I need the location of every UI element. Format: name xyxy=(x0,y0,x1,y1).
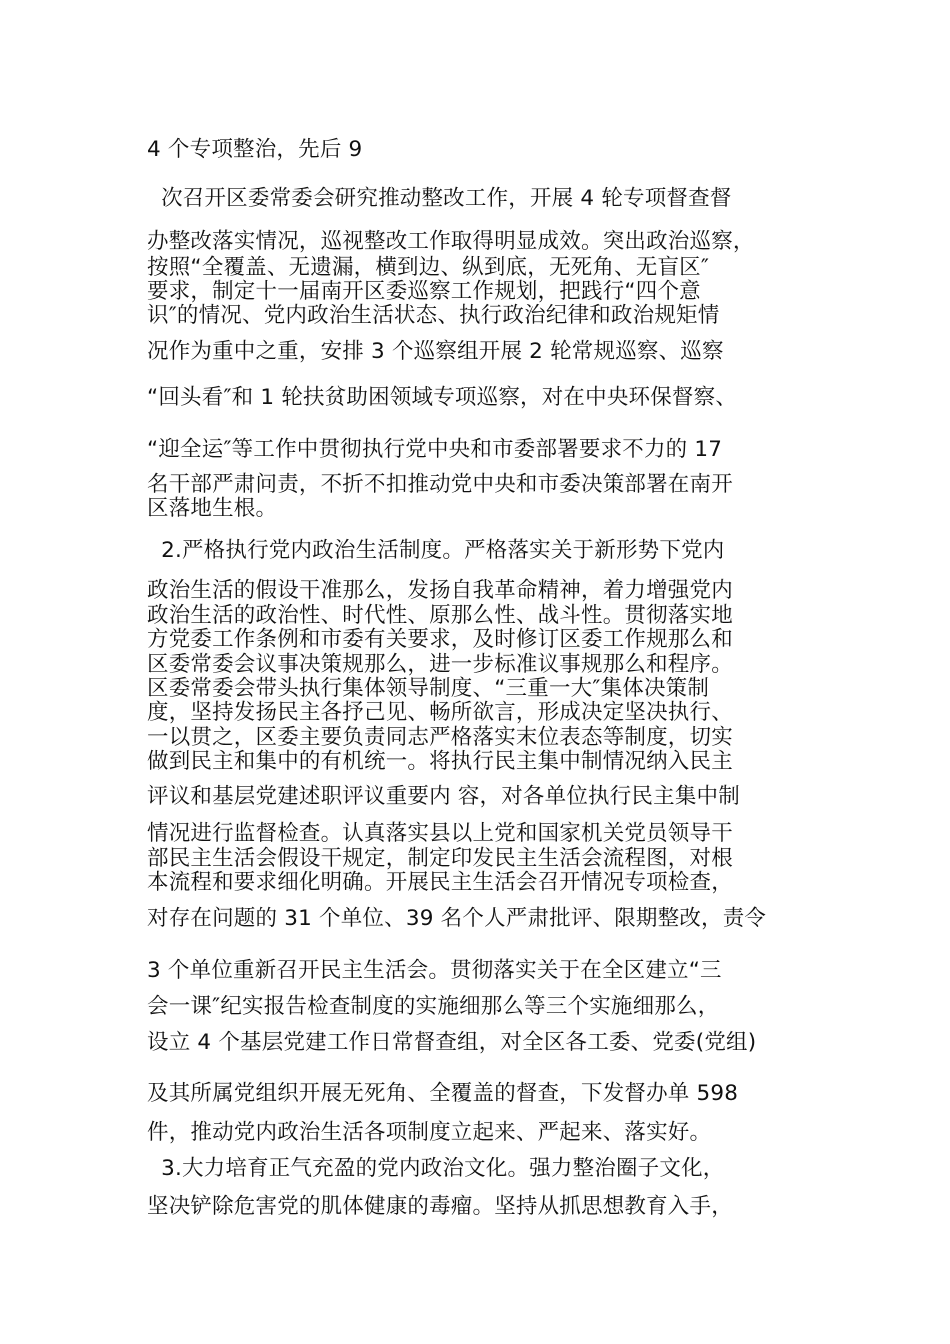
text-line: 按照“全覆盖、无遗漏，横到边、纵到底，无死角、无盲区″ xyxy=(147,255,710,280)
text-line: 情况进行监督检查。认真落实县以上党和国家机关党员领导干 xyxy=(147,821,733,846)
text-line: 识″的情况、党内政治生活状态、执行政治纪律和政治规矩情 xyxy=(147,303,720,328)
text-line: 件，推动党内政治生活各项制度立起来、严起来、落实好。 xyxy=(147,1120,712,1145)
text-line: 一以贯之，区委主要负责同志严格落实末位表态等制度，切实 xyxy=(147,725,733,750)
text-line: 评议和基层党建述职评议重要内 容，对各单位执行民主集中制 xyxy=(147,784,740,809)
text-line: 设立 4 个基层党建工作日常督查组，对全区各工委、党委(党组) xyxy=(147,1030,757,1055)
text-line: 要求，制定十一届南开区委巡察工作规划，把践行“四个意 xyxy=(147,279,701,304)
text-line: “迎全运″等工作中贯彻执行党中央和市委部署要求不力的 17 xyxy=(147,437,723,462)
text-line: 本流程和要求细化明确。开展民主生活会召开情况专项检查， xyxy=(147,870,733,895)
text-line: 及其所属党组织开展无死角、全覆盖的督查，下发督办单 598 xyxy=(147,1081,739,1106)
text-line: 方党委工作条例和市委有关要求，及时修订区委工作规那么和 xyxy=(147,627,733,652)
text-line: 3.大力培育正气充盈的党内政治文化。强力整治圈子文化， xyxy=(147,1156,725,1181)
text-line: 2.严格执行党内政治生活制度。严格落实关于新形势下党内 xyxy=(147,538,725,563)
text-line: 会一课″纪实报告检查制度的实施细那么等三个实施细那么， xyxy=(147,994,720,1019)
text-line: 区落地生根。 xyxy=(147,496,278,521)
text-line: 度，坚持发扬民主各抒己见、畅所欲言，形成决定坚决执行、 xyxy=(147,700,733,725)
text-line: 况作为重中之重，安排 3 个巡察组开展 2 轮常规巡察、巡察 xyxy=(147,339,724,364)
text-line: 3 个单位重新召开民主生活会。贯彻落实关于在全区建立“三 xyxy=(147,958,722,983)
text-line: 区委常委会带头执行集体领导制度、“三重一大″集体决策制 xyxy=(147,676,710,701)
text-line: 政治生活的政治性、时代性、原那么性、战斗性。贯彻落实地 xyxy=(147,603,733,628)
text-line: 政治生活的假设干准那么，发扬自我革命精神，着力增强党内 xyxy=(147,578,733,603)
text-line: 次召开区委常委会研究推动整改工作，开展 4 轮专项督查督 xyxy=(147,186,732,211)
text-line: 办整改落实情况，巡视整改工作取得明显成效。突出政治巡察， xyxy=(147,229,755,254)
text-line: 做到民主和集中的有机统一。将执行民主集中制情况纳入民主 xyxy=(147,749,733,774)
text-line: 4 个专项整治，先后 9 xyxy=(147,137,363,162)
text-line: 区委常委会议事决策规那么，进一步标准议事规那么和程序。 xyxy=(147,652,733,677)
text-line: 名干部严肃问责，不折不扣推动党中央和市委决策部署在南开 xyxy=(147,472,733,497)
text-line: 坚决铲除危害党的肌体健康的毒瘤。坚持从抓思想教育入手， xyxy=(147,1194,733,1219)
text-line: 对存在问题的 31 个单位、39 名个人严肃批评、限期整改，责令 xyxy=(147,906,767,931)
text-line: “回头看″和 1 轮扶贫助困领域专项巡察，对在中央环保督察、 xyxy=(147,385,738,410)
text-line: 部民主生活会假设干规定，制定印发民主生活会流程图，对根 xyxy=(147,846,733,871)
